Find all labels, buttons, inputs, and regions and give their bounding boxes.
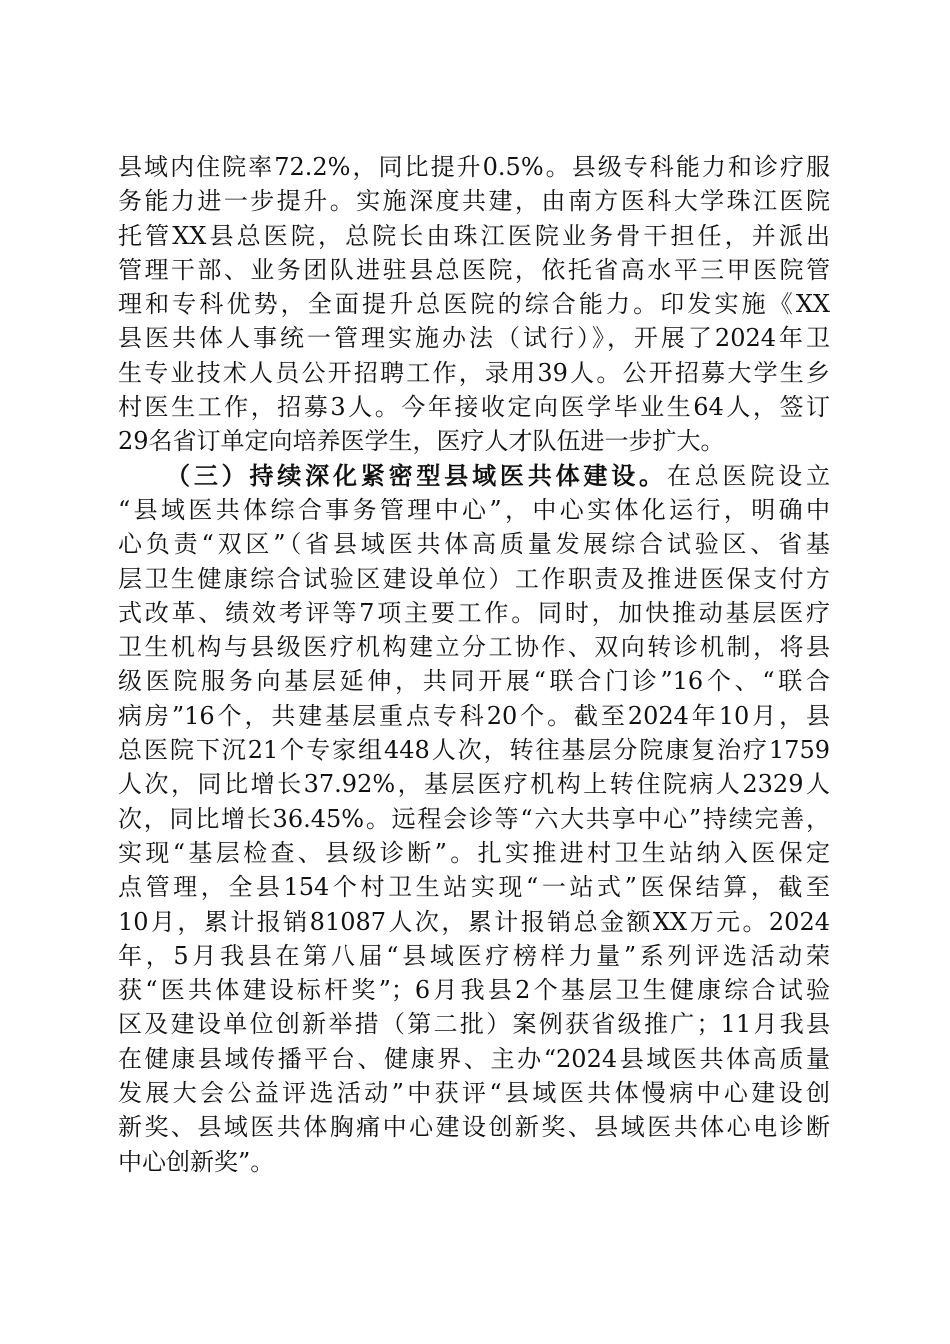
text-line: 人次，同比增长37.92%，基层医疗机构上转住院病人2329人 [118, 770, 830, 799]
text-line: 县域内住院率72.2%，同比提升0.5%。县级专科能力和诊疗服 [118, 153, 830, 181]
text-line: 务能力进一步提升。实施深度共建，由南方医科大学珠江医院 [118, 187, 830, 216]
text-line: 生专业技术人员公开招聘工作，录用39人。公开招募大学生乡 [118, 358, 830, 387]
section-heading-rest: 在总医院设立 [666, 461, 831, 490]
text-line: 中心创新奖”。 [118, 1147, 275, 1176]
text-line: 县医共体人事统一管理实施办法（试行）》，开展了2024年卫 [118, 324, 830, 353]
section-heading: （三）持续深化紧密型县域医共体建设。 [166, 460, 667, 490]
text-line: 10月，累计报销81087人次，累计报销总金额XX万元。2024 [118, 907, 830, 936]
text-line: 新奖、县域医共体胸痛中心建设创新奖、县域医共体心电诊断 [118, 1113, 830, 1142]
text-line: 托管XX县总医院，总院长由珠江医院业务骨干担任，并派出 [118, 221, 830, 250]
paragraph-section-3 [118, 459, 830, 1179]
document-body [118, 150, 830, 1179]
text-line: 管理干部、业务团队进驻县总医院，依托省高水平三甲医院管 [118, 255, 830, 284]
text-line: “县域医共体综合事务管理中心”，中心实体化运行，明确中 [118, 495, 830, 524]
text-line: 29名省订单定向培养医学生，医疗人才队伍进一步扩大。 [118, 427, 725, 456]
text-line: 总医院下沉21个专家组448人次，转往基层分院康复治疗1759 [118, 736, 830, 765]
section-heading-line [118, 459, 830, 493]
text-line: 区及建设单位创新举措（第二批）案例获省级推广；11月我县 [118, 1010, 830, 1039]
paragraph-staffing [118, 150, 830, 459]
text-line: 年，5月我县在第八届“县域医疗榜样力量”系列评选活动荣 [118, 941, 830, 970]
text-line: 卫生机构与县级医疗机构建立分工协作、双向转诊机制，将县 [118, 633, 830, 662]
text-line: 村医生工作，招募3人。今年接收定向医学毕业生64人，签订 [118, 393, 830, 422]
text-line: 点管理，全县154个村卫生站实现“一站式”医保结算，截至 [118, 873, 830, 902]
text-line: 获“医共体建设标杆奖”；6月我县2个基层卫生健康综合试验 [118, 976, 830, 1005]
text-line: 层卫生健康综合试验区建设单位）工作职责及推进医保支付方 [118, 564, 830, 593]
text-line: 式改革、绩效考评等7项主要工作。同时，加快推动基层医疗 [118, 598, 830, 627]
text-line: 在健康县域传播平台、健康界、主办“2024县域医共体高质量 [118, 1044, 830, 1073]
text-line: 发展大会公益评选活动”中获评“县域医共体慢病中心建设创 [118, 1079, 830, 1108]
text-line: 理和专科优势，全面提升总医院的综合能力。印发实施《XX [118, 290, 830, 319]
text-line: 病房”16个，共建基层重点专科20个。截至2024年10月，县 [118, 701, 830, 730]
text-line: 次，同比增长36.45%。远程会诊等“六大共享中心”持续完善， [118, 804, 830, 833]
text-line: 心负责“双区”（省县域医共体高质量发展综合试验区、省基 [118, 530, 830, 559]
text-line: 实现“基层检查、县级诊断”。扎实推进村卫生站纳入医保定 [118, 838, 830, 867]
text-line: 级医院服务向基层延伸，共同开展“联合门诊”16个、“联合 [118, 667, 830, 696]
